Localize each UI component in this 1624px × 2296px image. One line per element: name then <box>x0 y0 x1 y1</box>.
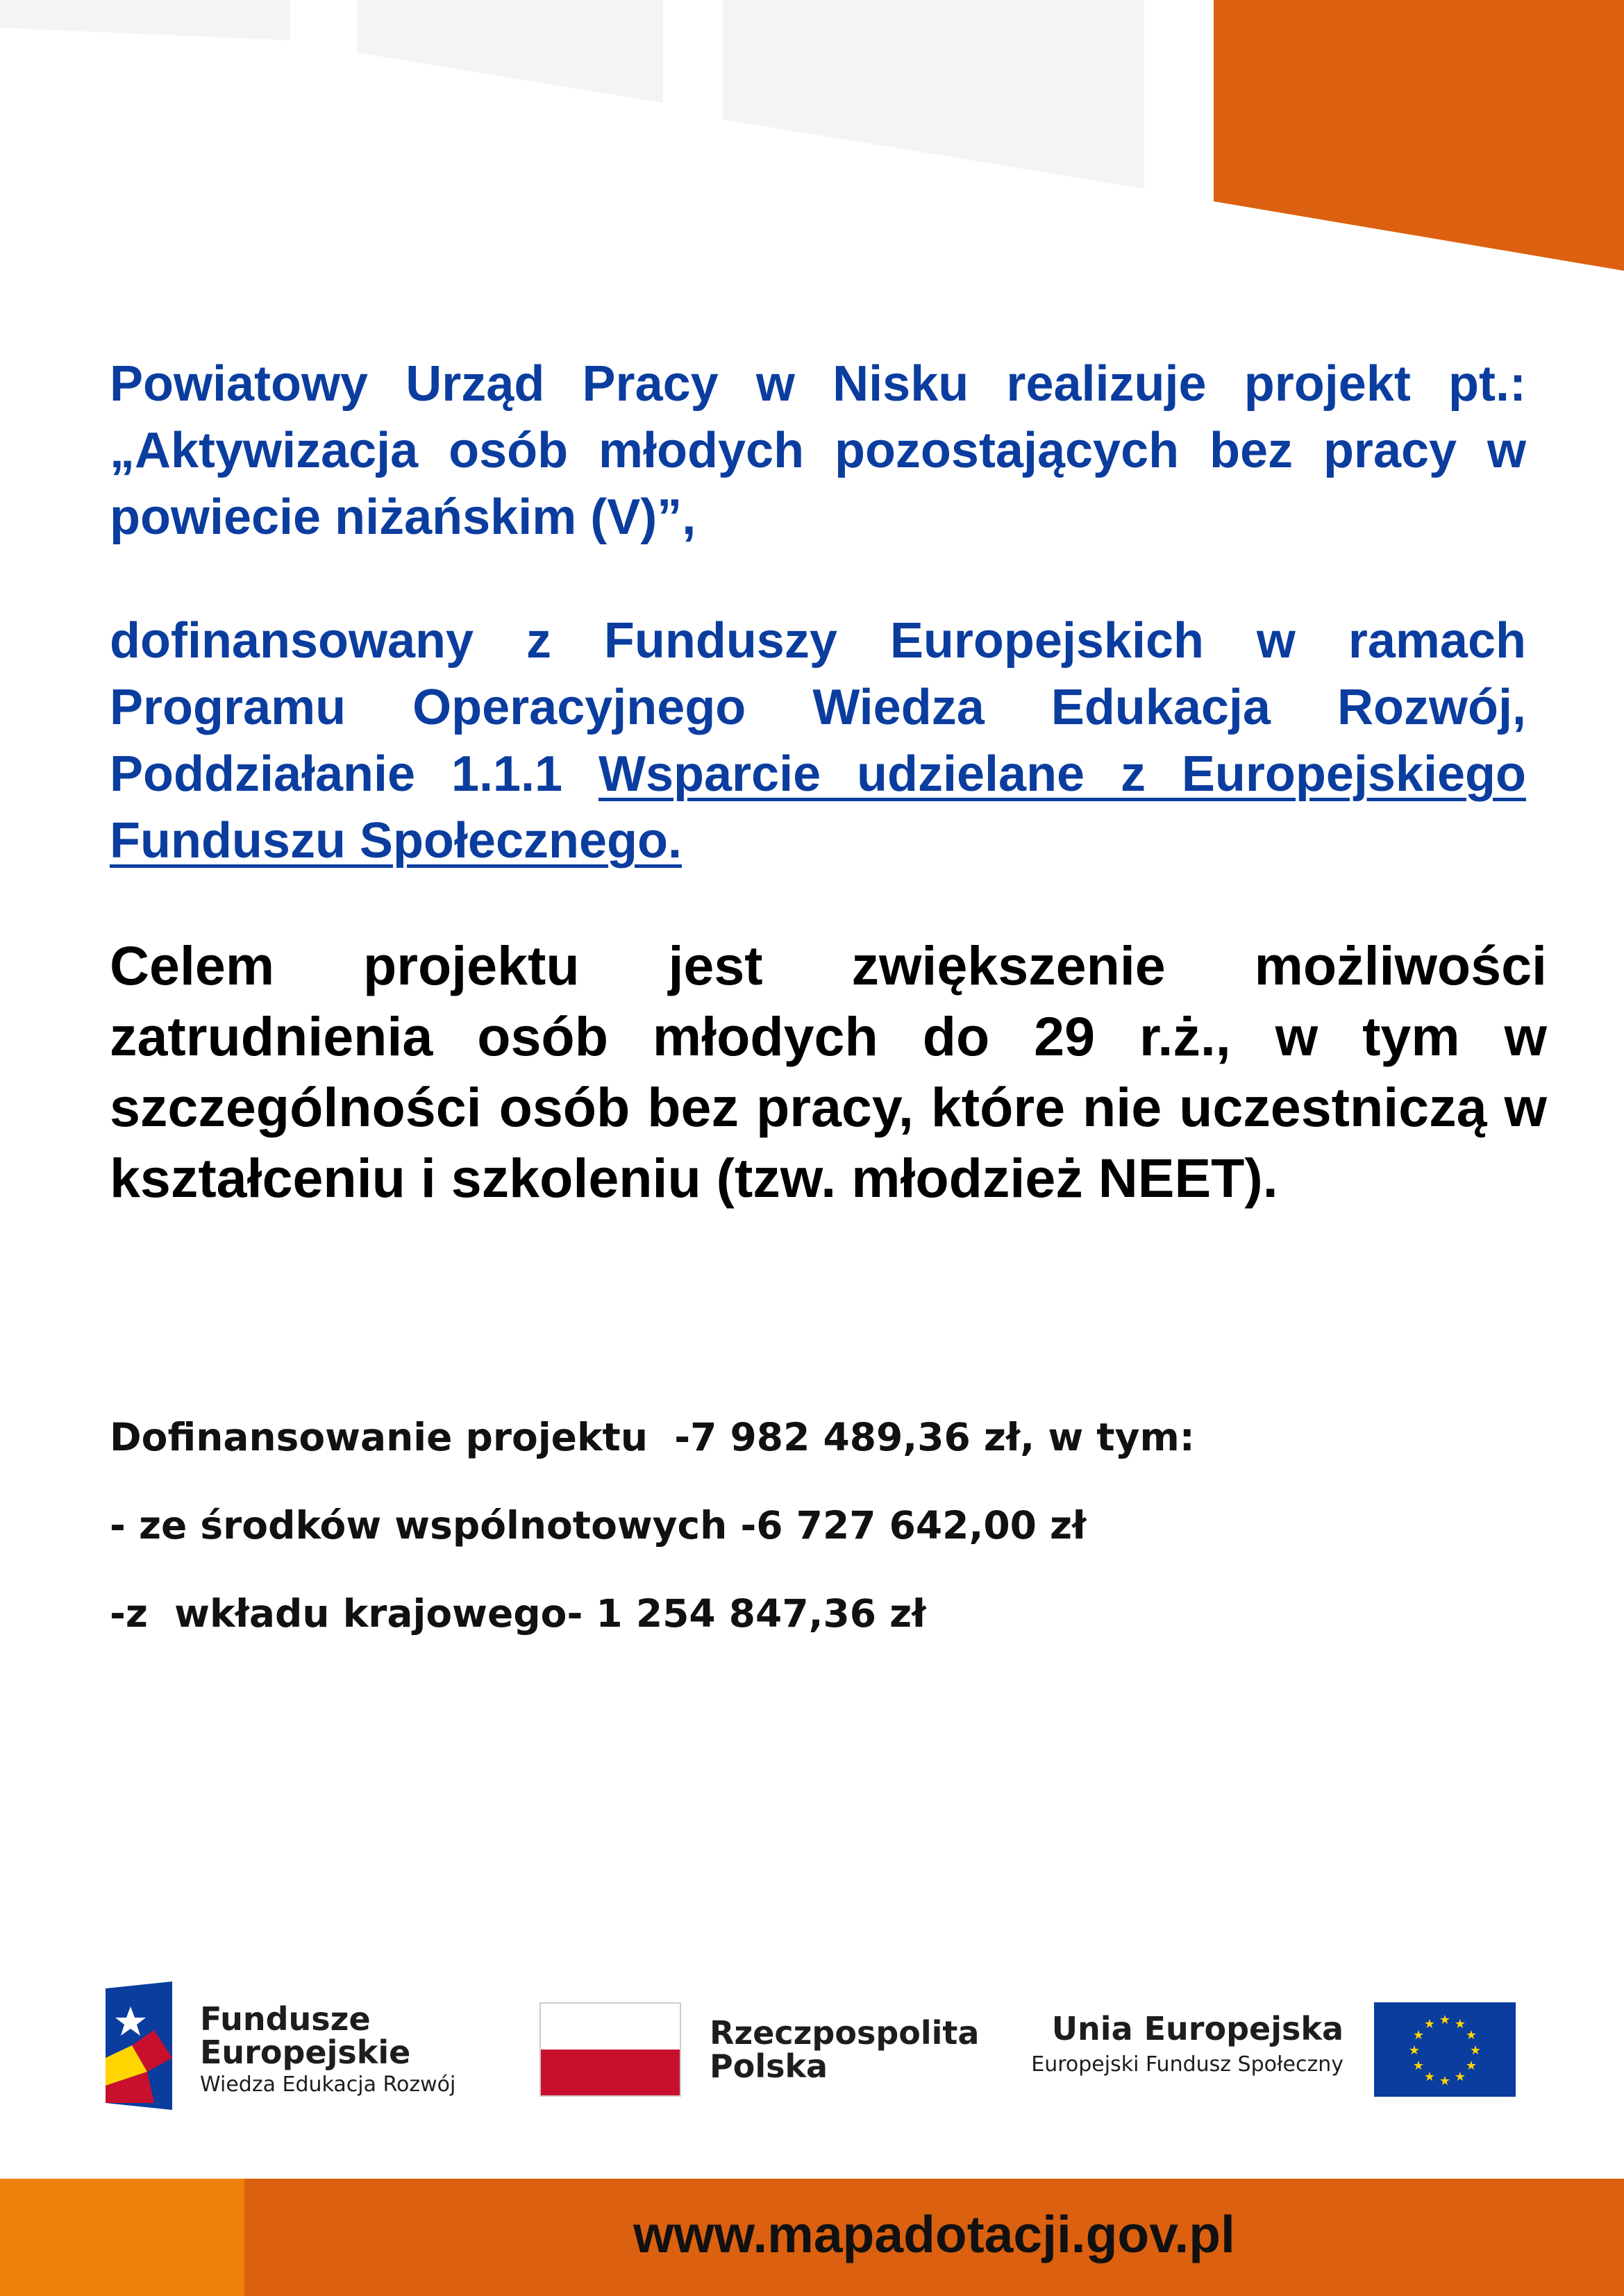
grey-shape-1b <box>0 0 290 40</box>
svg-text:★: ★ <box>1412 2059 1425 2073</box>
header-decoration <box>0 0 1624 278</box>
polish-flag-icon <box>539 2002 681 2097</box>
svg-text:★: ★ <box>1465 2028 1477 2043</box>
intro-block <box>110 351 1526 551</box>
goal-paragraph: Celem projektu jest zwiększenie możliwości zatrudnienia osób młodych do 29 r.ż., w tym w szczególności osób bez pracy, które nie uczestniczą w kształceniu i szkoleniu (tzw. młodzież NEET). <box>110 935 1547 1209</box>
footer-url-link[interactable]: www.mapadotacji.gov.pl <box>633 2205 1235 2263</box>
grey-shape-2 <box>357 0 663 103</box>
rp-line1: Rzeczpospolita <box>710 2014 980 2052</box>
footer-bar <box>0 2179 1624 2296</box>
rp-line2: Polska <box>710 2047 828 2085</box>
fe-line1: Fundusze <box>200 2000 371 2038</box>
svg-text:★: ★ <box>1439 2013 1451 2027</box>
cofinancing-block <box>110 607 1526 874</box>
intro-paragraph <box>110 351 1526 551</box>
project-title: „Aktywizacja osób młodych pozostających bez pracy w powiecie niżańskim (V)”, <box>110 423 1526 545</box>
grey-shape-3 <box>723 0 1144 189</box>
eu-line2: Europejski Fundusz Społeczny <box>1031 2052 1343 2077</box>
svg-text:★: ★ <box>1465 2059 1477 2073</box>
cofinancing-text: dofinansowany z Funduszy Europejskich w ramach Programu Operacyjnego Wiedza Edukacja Rozwój, Poddziałanie 1.1.1 <box>110 613 1526 802</box>
orange-shape <box>1214 0 1624 271</box>
svg-text:★: ★ <box>1439 2074 1451 2088</box>
svg-text:★: ★ <box>1454 2017 1466 2031</box>
funding-national: -z wkładu krajowego- 1 254 847,36 zł <box>110 1591 926 1636</box>
funding-total: Dofinansowanie projektu -7 982 489,36 zł, w tym: <box>110 1415 1195 1459</box>
goal-block <box>110 930 1547 1214</box>
svg-text:★: ★ <box>1412 2028 1425 2043</box>
esf-link[interactable]: Wsparcie udzielane z Europejskiego Funduszu Społecznego. <box>110 746 1526 869</box>
cofinancing-paragraph <box>110 607 1526 874</box>
svg-text:★: ★ <box>1469 2043 1482 2058</box>
eu-flag-icon <box>1374 2002 1516 2097</box>
svg-text:★: ★ <box>1408 2043 1421 2058</box>
fe-line3: Wiedza Edukacja Rozwój <box>200 2072 456 2097</box>
intro-line: Powiatowy Urząd Pracy w Nisku realizuje projekt pt.: <box>110 356 1526 412</box>
fundusze-europejskie-icon <box>106 1981 172 2110</box>
eu-line1: Unia Europejska <box>1051 2010 1343 2047</box>
svg-text:★: ★ <box>1454 2070 1466 2084</box>
footer-accent <box>0 2179 244 2296</box>
fe-line2: Europejskie <box>200 2034 411 2071</box>
svg-text:★: ★ <box>1423 2017 1436 2031</box>
svg-text:★: ★ <box>1423 2070 1436 2084</box>
funding-community: - ze środków wspólnotowych -6 727 642,00 zł <box>110 1503 1087 1548</box>
